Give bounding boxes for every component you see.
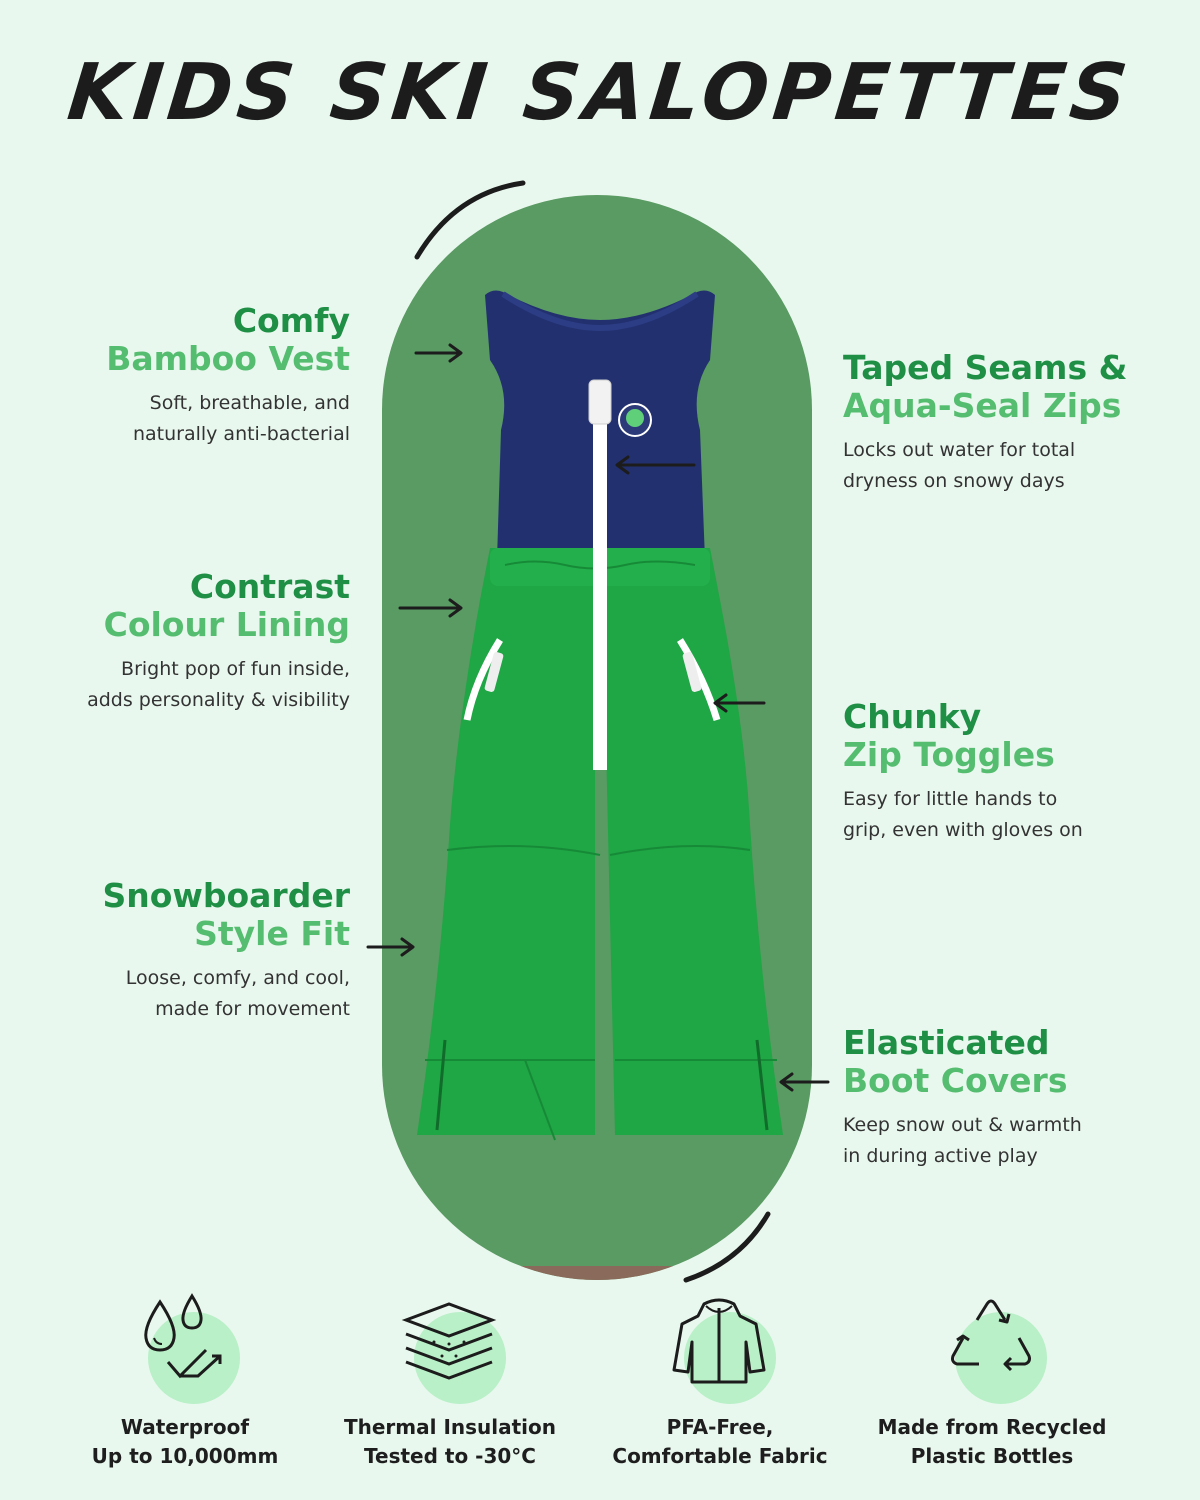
feature-bamboo-vest: [40, 302, 350, 450]
feature-title-line2: Style Fit: [194, 914, 350, 953]
badge-label-line1: Made from Recycled: [877, 1415, 1107, 1439]
badge-label-waterproof: [45, 1413, 325, 1471]
feature-desc-line2: made for movement: [155, 998, 350, 1020]
feature-desc-line2: grip, even with gloves on: [843, 819, 1083, 841]
arrow-left-icon: [712, 692, 766, 714]
badge-label-line2: Plastic Bottles: [910, 1444, 1074, 1468]
thermal-layers-icon: [394, 1290, 504, 1400]
badge-label-line1: Waterproof: [120, 1415, 250, 1439]
badge-label-line2: Comfortable Fabric: [612, 1444, 828, 1468]
page-title: KIDS SKI SALOPETTES: [63, 48, 1137, 138]
feature-title-line1: Comfy: [232, 301, 350, 340]
feature-desc-line1: Easy for little hands to: [843, 788, 1058, 810]
feature-title-line2: Zip Toggles: [843, 735, 1055, 774]
feature-title-line1: Snowboarder: [102, 876, 350, 915]
feature-desc-line1: Soft, breathable, and: [149, 392, 350, 414]
thermal-badge: [394, 1290, 504, 1400]
pfa-free-badge: [664, 1290, 774, 1400]
arrow-left-icon: [614, 454, 696, 476]
feature-title-line2: Boot Covers: [843, 1061, 1068, 1100]
feature-title-line1: Chunky: [843, 697, 982, 736]
feature-desc-line1: Loose, comfy, and cool,: [125, 967, 350, 989]
backdrop-floor: [382, 1266, 812, 1280]
badge-label-pfa-free: [580, 1413, 860, 1471]
waterproof-icon: [128, 1290, 238, 1400]
feature-desc-line2: in during active play: [843, 1145, 1038, 1167]
badge-label-line1: Thermal Insulation: [343, 1415, 557, 1439]
badge-label-thermal: [310, 1413, 590, 1471]
feature-snowboarder-fit: [40, 877, 350, 1025]
feature-desc-line2: adds personality & visibility: [87, 689, 350, 711]
feature-title-line1: Contrast: [189, 567, 350, 606]
badge-label-line1: PFA-Free,: [666, 1415, 774, 1439]
feature-desc-line1: Keep snow out & warmth: [843, 1114, 1082, 1136]
feature-title-line1: Taped Seams &: [843, 348, 1128, 387]
recycled-badge: [935, 1290, 1045, 1400]
badge-label-recycled: [852, 1413, 1132, 1471]
recycle-icon: [935, 1290, 1045, 1400]
salopettes-image: [405, 280, 795, 1150]
jacket-icon: [664, 1290, 774, 1400]
badge-label-line2: Tested to -30°C: [364, 1444, 536, 1468]
arrow-left-icon: [778, 1071, 830, 1093]
waterproof-badge: [128, 1290, 238, 1400]
feature-title-line2: Aqua-Seal Zips: [843, 386, 1122, 425]
feature-taped-seams: [843, 349, 1173, 497]
feature-desc-line1: Bright pop of fun inside,: [121, 658, 350, 680]
feature-boot-covers: [843, 1024, 1173, 1172]
feature-title-line2: Colour Lining: [103, 605, 350, 644]
arrow-right-icon: [366, 936, 418, 958]
badge-label-line2: Up to 10,000mm: [91, 1444, 279, 1468]
feature-title-line2: Bamboo Vest: [106, 339, 350, 378]
feature-title-line1: Elasticated: [843, 1023, 1050, 1062]
feature-desc-line2: dryness on snowy days: [843, 470, 1065, 492]
arrow-right-icon: [398, 597, 466, 619]
feature-desc-line1: Locks out water for total: [843, 439, 1076, 461]
feature-contrast-lining: [20, 568, 350, 716]
feature-desc-line2: naturally anti-bacterial: [132, 423, 350, 445]
feature-zip-toggles: [843, 698, 1173, 846]
arrow-right-icon: [414, 342, 466, 364]
